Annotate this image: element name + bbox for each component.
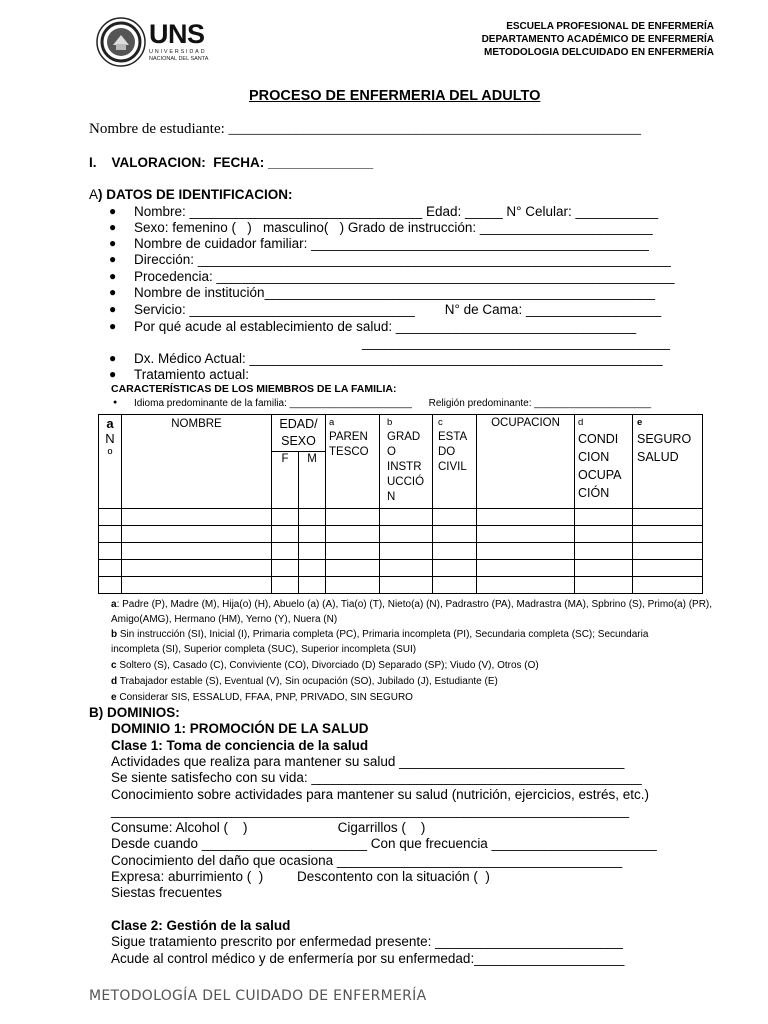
- list-item-nombre: Nombre: _______________________________ Edad: _____ N° Celular: ___________: [134, 204, 659, 219]
- page-title: PROCESO DE ENFERMERIA DEL ADULTO: [249, 88, 541, 104]
- list-item-tratamiento: Tratamiento actual:: [134, 367, 250, 382]
- legend-line: [111, 612, 337, 627]
- family-section-title: CARACTERÍSTICAS DE LOS MIEMBROS DE LA FAMILIA:: [111, 383, 397, 395]
- header-text: ESTA DO CIVIL: [438, 431, 467, 473]
- legend-key: e: [111, 692, 117, 703]
- bullet-icon: ●: [109, 351, 117, 365]
- bullet-icon: ●: [109, 252, 117, 266]
- bullet-icon: ●: [109, 319, 117, 333]
- list-item-direccion: Dirección: _______________________________________________________________: [134, 252, 671, 267]
- header-text: PAREN TESCO: [329, 431, 369, 458]
- legend-text: Soltero (S), Casado (C), Conviviente (CO), Divorciado (D) Separado (SP); Viudo (V), Otros (O): [116, 660, 539, 671]
- section-a-title: ) DATOS DE IDENTIFICACION:: [98, 187, 293, 202]
- header-line-1: ESCUELA PROFESIONAL DE ENFERMERÍA: [506, 21, 714, 32]
- legend-text: Considerar SIS, ESSALUD, FFAA, PNP, PRIVADO, SIN SEGURO: [116, 692, 413, 703]
- logo-subtitle-1: UNIVERSIDAD: [149, 49, 207, 55]
- list-item-cuidador: Nombre de cuidador familiar: _____________________________________________: [134, 236, 649, 251]
- bullet-icon: ●: [109, 269, 117, 283]
- col-header-condicion: [575, 415, 633, 509]
- line-dano: Conocimiento del daño que ocasiona ______________________________________: [111, 853, 623, 868]
- col-header-seguro: [633, 415, 703, 509]
- header-text: SEGURO SALUD: [637, 432, 692, 464]
- legend-line: [111, 690, 413, 705]
- legend-text: incompleta (SI), Superior completa (SUC), Superior incompleta (SUI): [111, 644, 417, 655]
- student-name-line: Nombre de estudiante: _______________________________________________________: [89, 121, 642, 137]
- legend-key: d: [111, 676, 118, 687]
- line-expresa: Expresa: aburrimiento ( ) Descontento con la situación ( ): [111, 869, 490, 884]
- header-text: GRAD O INSTR UCCIÓ N: [387, 431, 425, 503]
- header-text: CONDI CION OCUPA CIÓN: [578, 432, 621, 500]
- bullet-icon: ●: [109, 302, 117, 316]
- bullet-icon: ●: [113, 399, 118, 406]
- bullet-icon: ●: [109, 367, 117, 381]
- legend-line: [111, 597, 712, 612]
- legend-text: Sin instrucción (SI), Inicial (I), Primaria completa (PC), Primaria incompleta (PI), Secundaria completa (SC); Secundaria: [117, 629, 649, 640]
- line-blank: _____________________________________________________________________: [111, 803, 630, 818]
- legend-text: Trabajador estable (S), Eventual (V), Sin ocupación (SO), Jubilado (J), Estudiante (E): [117, 676, 498, 687]
- legend-text: Amigo(AMG), Hermano (HM), Yerno (Y), Nuera (N): [111, 614, 338, 625]
- header-n: N: [105, 431, 115, 446]
- valoracion-heading: I. VALORACION: FECHA: ______________: [89, 155, 374, 170]
- legend-line: [111, 642, 416, 657]
- col-header-grado: [380, 415, 433, 509]
- bullet-icon: ●: [109, 220, 117, 234]
- table-row: [99, 577, 703, 594]
- list-item-procedencia: Procedencia: _____________________________________________________________: [134, 269, 675, 284]
- table-row: [99, 543, 703, 560]
- logo-subtitle-2: NACIONAL DEL SANTA: [149, 56, 209, 62]
- line-actividades: Actividades que realiza para mantener su salud ______________________________: [111, 754, 625, 769]
- list-item-motivo-continuation: _________________________________________: [362, 335, 670, 350]
- bullet-icon: ●: [109, 285, 117, 299]
- header-line-2: DEPARTAMENTO ACADÉMICO DE ENFERMERÍA: [481, 34, 714, 45]
- table-row: [99, 560, 703, 577]
- header-letter: a: [329, 417, 335, 428]
- header-letter: d: [578, 417, 584, 428]
- legend-key: c: [111, 660, 117, 671]
- section-a-heading: [89, 187, 293, 203]
- header-letter: e: [637, 417, 643, 428]
- dominio-1-heading: DOMINIO 1: PROMOCIÓN DE LA SALUD: [111, 721, 369, 736]
- legend-text: : Padre (P), Madre (M), Hija(o) (H), Abuelo (a) (A), Tia(o) (T), Nieto(a) (N), Padrastro (PA), Madrastra (MA), Spbrino (S), Primo(a) (PR),: [116, 599, 713, 610]
- family-members-table: [98, 414, 703, 594]
- col-header-number: [99, 415, 122, 509]
- line-conocimiento: Conocimiento sobre actividades para mantener su salud (nutrición, ejercicios, estrés, etc.): [111, 787, 650, 802]
- col-header-f: F: [272, 452, 299, 509]
- line-control: Acude al control médico y de enfermería por su enfermedad:____________________: [111, 951, 625, 966]
- col-header-ocupacion: OCUPACION: [477, 415, 575, 509]
- legend-line: [111, 658, 539, 673]
- legend-line: [111, 627, 648, 642]
- clase-1-heading: Clase 1: Toma de conciencia de la salud: [111, 738, 369, 753]
- col-header-edad-sexo: EDAD/ SEXO: [272, 415, 326, 452]
- header-line-3: METODOLOGIA DELCUIDADO EN ENFERMERÍA: [483, 47, 714, 58]
- line-tratamiento: Sigue tratamiento prescrito por enfermedad presente: _________________________: [111, 934, 623, 949]
- university-logo: [96, 17, 216, 67]
- section-a-prefix: A: [89, 187, 99, 202]
- bullet-icon: ●: [109, 236, 117, 250]
- seal-icon: [96, 17, 146, 67]
- list-item-motivo: Por qué acude al establecimiento de salud: ________________________________: [134, 319, 637, 334]
- line-desde-cuando: Desde cuando ______________________ Con que frecuencia ______________________: [111, 836, 657, 851]
- header-letter: a: [106, 416, 114, 431]
- col-header-nombre: NOMBRE: [122, 415, 272, 509]
- table-row: [99, 509, 703, 526]
- col-header-estado-civil: [433, 415, 477, 509]
- col-header-parentesco: [326, 415, 380, 509]
- section-b-heading: B) DOMINIOS:: [89, 705, 180, 720]
- col-header-m: M: [299, 452, 326, 509]
- line-siestas: Siestas frecuentes: [111, 885, 223, 900]
- bullet-icon: ●: [109, 204, 117, 218]
- header-o: º: [107, 446, 113, 461]
- list-item-diagnostico: Dx. Médico Actual: _______________________________________________________: [134, 351, 663, 366]
- table-row: [99, 526, 703, 543]
- legend-key: b: [111, 629, 118, 640]
- list-item-institucion: Nombre de institución____________________________________________________: [134, 285, 655, 300]
- logo-text: UNS: [149, 19, 205, 49]
- page-footer: METODOLOGÍA DEL CUIDADO DE ENFERMERÍA: [89, 988, 427, 1004]
- header-letter: c: [438, 417, 443, 428]
- list-item-servicio: Servicio: ______________________________ N° de Cama: __________________: [134, 302, 662, 317]
- line-consume: Consume: Alcohol ( ) Cigarrillos ( ): [111, 820, 426, 835]
- line-satisfecho: Se siente satisfecho con su vida: ____________________________________________: [111, 770, 642, 785]
- clase-2-heading: Clase 2: Gestión de la salud: [111, 918, 291, 933]
- idioma-line: Idioma predominante de la familia: ______________________ Religión predominante: _____________________: [134, 398, 652, 409]
- legend-key: a: [111, 599, 117, 610]
- header-letter: b: [387, 417, 393, 428]
- list-item-sexo: Sexo: femenino ( ) masculino( ) Grado de instrucción: _______________________: [134, 220, 653, 235]
- legend-line: [111, 674, 498, 689]
